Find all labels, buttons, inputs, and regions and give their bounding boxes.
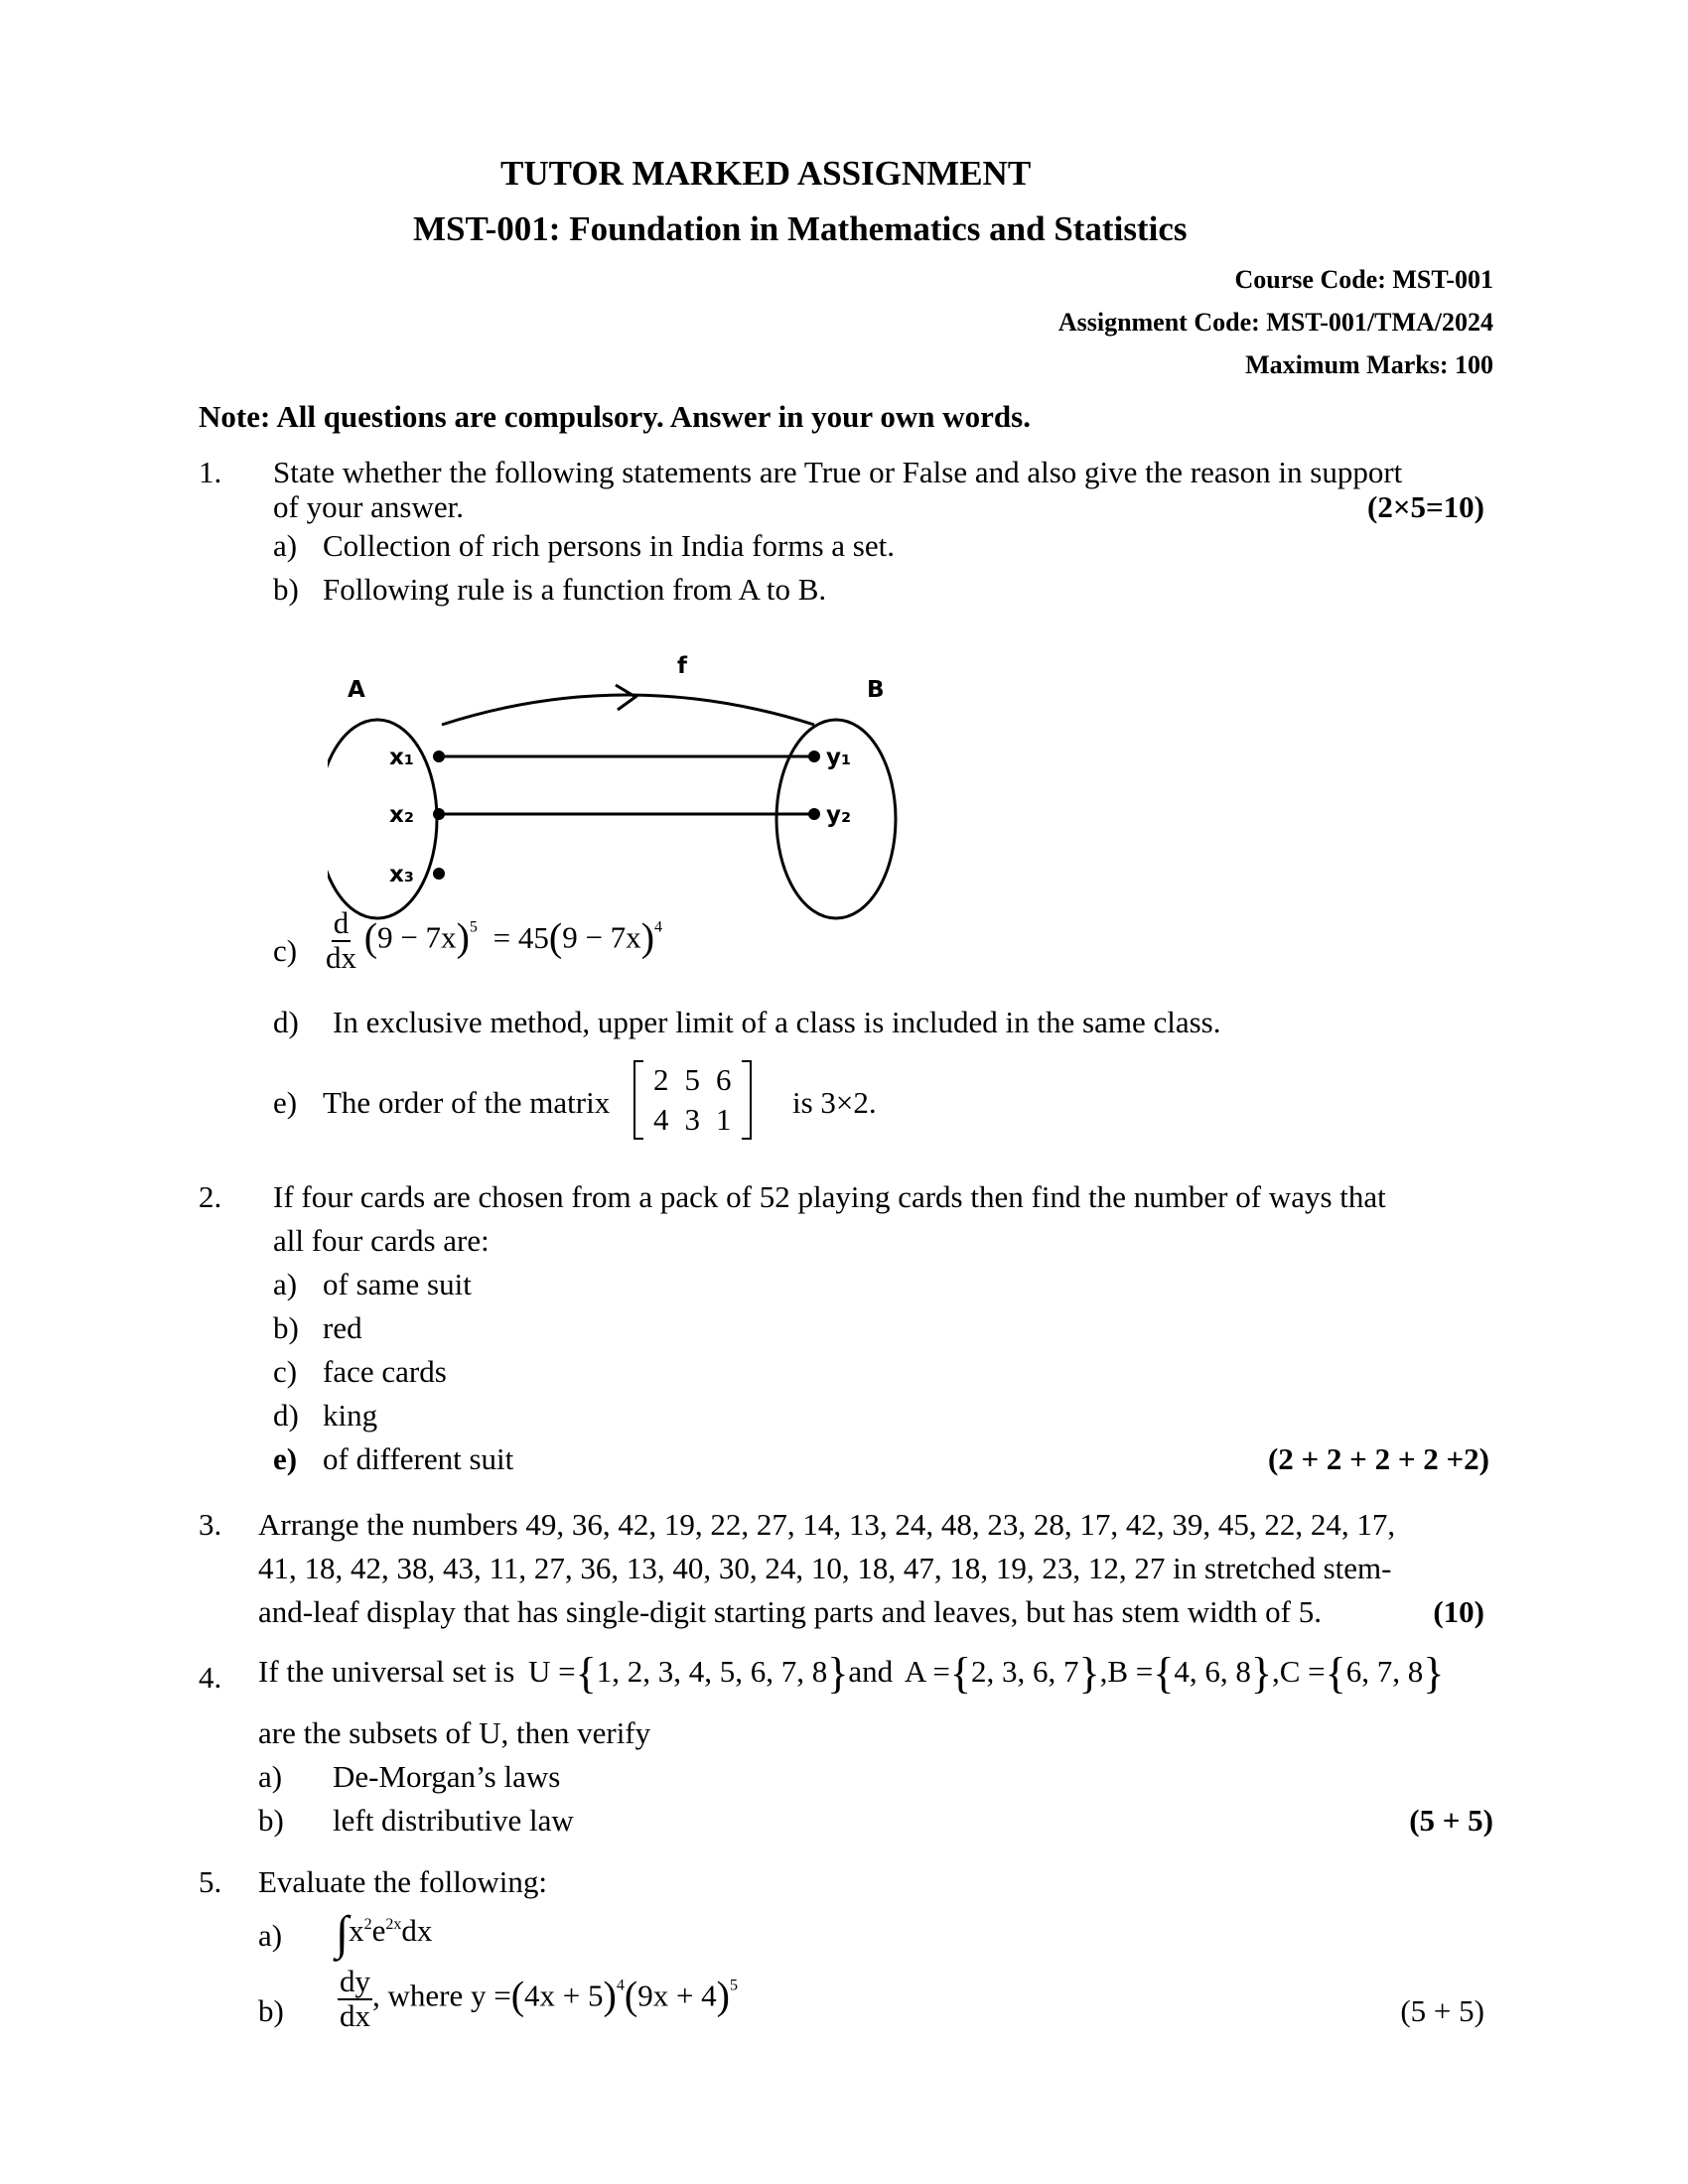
item-text: king <box>323 1398 378 1433</box>
f-arrow-curve <box>442 695 814 725</box>
marks: (10) <box>1433 1594 1484 1629</box>
marks: (5 + 5) <box>1400 1993 1484 2028</box>
matrix: 2 5 6 4 3 1 <box>633 1060 752 1140</box>
item-label: a) <box>258 1759 283 1794</box>
item-label: b) <box>273 572 299 607</box>
question-text: State whether the following statements are True or False and also give the reason in support <box>273 455 1403 489</box>
question-text: all four cards are: <box>273 1223 490 1258</box>
item-text: is 3×2. <box>792 1085 877 1120</box>
item-text: In exclusive method, upper limit of a class is included in the same class. <box>333 1005 1221 1039</box>
maximum-marks: Maximum Marks: 100 <box>1245 350 1493 379</box>
question-number: 2. <box>199 1179 222 1214</box>
item-label: a) <box>258 1918 283 1953</box>
integral-expression: $\int x^2e^{2x}dx$ <box>336 1907 433 1960</box>
item-label: b) <box>273 1310 299 1345</box>
item-text: Collection of rich persons in India forms a set. <box>323 528 895 563</box>
question-text: Arrange the numbers 49, 36, 42, 19, 22, 27, 14, 13, 24, 48, 23, 28, 17, 42, 39, 45, 22, 24, 17, <box>258 1507 1396 1542</box>
question-number: 4. <box>199 1660 222 1695</box>
page-title: TUTOR MARKED ASSIGNMENT <box>500 154 1032 193</box>
x1-label: x₁ <box>389 745 414 770</box>
arrow-head-icon <box>616 685 635 710</box>
x3-label: x₃ <box>389 862 414 887</box>
set-a-label: A <box>348 677 365 703</box>
question-number: 5. <box>199 1864 222 1899</box>
item-label: e) <box>273 1441 298 1476</box>
item-label: b) <box>258 1993 284 2028</box>
marks: (5 + 5) <box>1409 1803 1493 1838</box>
question-text: Evaluate the following: <box>258 1864 547 1899</box>
question-text: are the subsets of U, then verify <box>258 1715 651 1750</box>
set-a-ellipse <box>328 720 437 918</box>
item-text: red <box>323 1310 362 1345</box>
item-text: left distributive law <box>333 1803 574 1838</box>
point-y1 <box>808 751 820 762</box>
question-text: and-leaf display that has single-digit starting parts and leaves, but has stem width of 5. <box>258 1594 1322 1629</box>
item-label: d) <box>273 1398 299 1433</box>
derivative-expression: $\frac{d}{dx}$ $(9 - 7x)^5 = 45(9 - 7x)^4$ <box>326 905 663 975</box>
point-x2 <box>433 808 445 820</box>
item-text: The order of the matrix <box>323 1085 611 1120</box>
item-label: c) <box>273 1354 298 1389</box>
y1-label: y₁ <box>826 745 852 770</box>
question-text: 41, 18, 42, 38, 43, 11, 27, 36, 13, 40, 30, 24, 10, 18, 47, 18, 19, 23, 12, 27 in stretched stem- <box>258 1551 1392 1585</box>
item-text: Following rule is a function from A to B. <box>323 572 827 607</box>
point-x3 <box>433 868 445 880</box>
point-x1 <box>433 751 445 762</box>
question-number: 3. <box>199 1507 222 1542</box>
point-y2 <box>808 808 820 820</box>
item-text: of same suit <box>323 1267 472 1301</box>
note: Note: All questions are compulsory. Answer in your own words. <box>199 399 1031 434</box>
function-diagram <box>328 645 923 923</box>
marks: (2×5=10) <box>1367 489 1484 524</box>
item-label: a) <box>273 528 298 563</box>
item-label: a) <box>273 1267 298 1301</box>
set-b-label: B <box>867 677 885 703</box>
course-title: MST-001: Foundation in Mathematics and Statistics <box>413 209 1188 248</box>
item-text: face cards <box>323 1354 447 1389</box>
derivative-expression: $\frac{dy}{dx}$ , where $y =(4x + 5)^4(9x + 4)^5$ <box>340 1964 738 2033</box>
set-definitions: If the universal set is U ={1, 2, 3, 4, 5, 6, 7, 8}and A ={2, 3, 6, 7},B ={4, 6, 8},C ={6, 7, 8} <box>258 1649 1445 1698</box>
course-code: Course Code: MST-001 <box>1234 265 1493 294</box>
question-number: 1. <box>199 455 222 489</box>
item-label: c) <box>273 933 298 968</box>
item-label: d) <box>273 1005 299 1039</box>
x2-label: x₂ <box>389 802 414 828</box>
question-text: If four cards are chosen from a pack of 52 playing cards then find the number of ways that <box>273 1179 1386 1214</box>
derivative-operator: $\frac{d}{dx}$ <box>326 905 356 975</box>
question-text: of your answer. <box>273 489 464 524</box>
integral-sign-icon: ∫ <box>336 1907 350 1960</box>
item-label: b) <box>258 1803 284 1838</box>
assignment-code: Assignment Code: MST-001/TMA/2024 <box>1057 308 1493 337</box>
marks: (2 + 2 + 2 + 2 +2) <box>1267 1441 1489 1476</box>
y2-label: y₂ <box>826 802 852 828</box>
derivative-fraction: $\frac{dy}{dx}$ <box>340 1964 370 2033</box>
item-label: e) <box>273 1085 298 1120</box>
function-label: f <box>677 653 688 679</box>
item-text: De-Morgan’s laws <box>333 1759 561 1794</box>
item-text: of different suit <box>323 1441 514 1476</box>
